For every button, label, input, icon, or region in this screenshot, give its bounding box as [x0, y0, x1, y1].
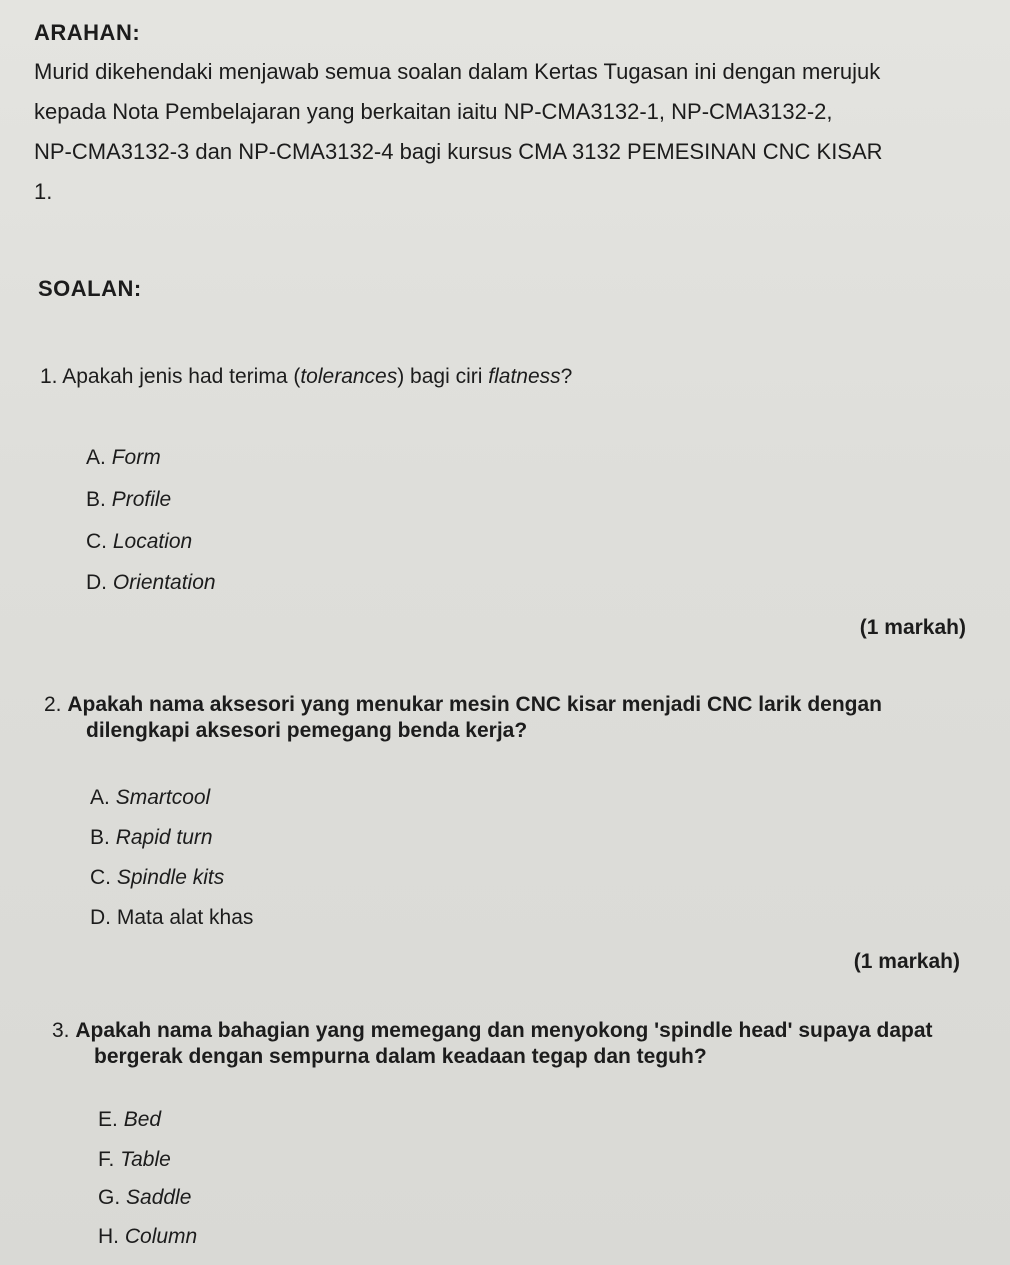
option-letter: D. — [90, 906, 111, 929]
option-text: Bed — [123, 1108, 162, 1131]
option-text: Table — [120, 1148, 171, 1171]
soalan-heading: SOALAN: — [38, 276, 142, 301]
question-3-line-1: Apakah nama bahagian yang memegang dan menyokong 'spindle head' supaya dapat — [75, 1019, 933, 1042]
q2-option-d — [90, 906, 253, 930]
question-1-text-part: ) bagi ciri — [397, 365, 489, 388]
option-letter: C. — [90, 866, 111, 889]
option-letter: H. — [98, 1225, 119, 1248]
q1-option-b — [86, 488, 171, 512]
arahan-line-4: 1. — [34, 179, 53, 204]
q1-option-d — [86, 571, 216, 595]
q2-option-c — [90, 866, 224, 890]
q1-option-c — [86, 530, 192, 554]
question-1-term-flatness: flatness — [488, 365, 561, 388]
option-text: Mata alat khas — [116, 906, 254, 929]
option-letter: A. — [86, 446, 106, 469]
arahan-line-1-text: Murid dikehendaki menjawab semua soalan dalam Kertas Tugasan ini dengan merujuk — [34, 59, 881, 84]
question-3 — [52, 1018, 933, 1070]
option-text: Profile — [111, 488, 172, 511]
option-text: Saddle — [126, 1186, 192, 1209]
arahan-line-3: NP-CMA3132-3 dan NP-CMA3132-4 bagi kursus CMA 3132 PEMESINAN CNC KISAR — [34, 139, 883, 164]
q1-option-a — [86, 446, 161, 470]
question-1-number: 1. — [40, 365, 58, 388]
option-text: Form — [111, 446, 161, 469]
option-letter: A. — [90, 786, 110, 809]
q2-option-b — [90, 826, 213, 850]
question-1-term-tolerances: tolerances — [300, 365, 398, 388]
q3-option-h — [98, 1225, 197, 1249]
option-text: Rapid turn — [115, 826, 213, 849]
question-2-number: 2. — [44, 693, 62, 716]
question-1-text-part: Apakah jenis had terima ( — [62, 365, 301, 388]
question-2 — [44, 692, 882, 744]
arahan-line-2: kepada Nota Pembelajaran yang berkaitan iaitu NP-CMA3132-1, NP-CMA3132-2, — [34, 99, 833, 124]
q2-marks: (1 markah) — [853, 950, 960, 973]
arahan-line-1 — [34, 52, 984, 92]
q3-option-e — [98, 1108, 161, 1132]
question-1-text-part: ? — [560, 365, 573, 388]
arahan-heading: ARAHAN: — [34, 20, 141, 45]
q3-option-g — [98, 1186, 191, 1210]
question-1-text — [62, 365, 572, 388]
question-2-line-1: Apakah nama aksesori yang menukar mesin CNC kisar menjadi CNC larik dengan — [67, 693, 882, 716]
option-letter: F. — [98, 1148, 115, 1171]
option-letter: E. — [98, 1108, 118, 1131]
question-2-line-2: dilengkapi aksesori pemegang benda kerja? — [86, 719, 528, 742]
question-1 — [40, 364, 572, 390]
option-letter: B. — [86, 488, 106, 511]
option-text: Column — [124, 1225, 198, 1248]
option-text: Orientation — [112, 571, 216, 594]
q2-option-a — [90, 786, 210, 810]
option-text: Spindle kits — [116, 866, 225, 889]
q3-option-f — [98, 1148, 171, 1172]
option-letter: C. — [86, 530, 107, 553]
option-letter: G. — [98, 1186, 121, 1209]
option-letter: B. — [90, 826, 110, 849]
question-3-number: 3. — [52, 1019, 70, 1042]
arahan-paragraph — [34, 52, 984, 212]
option-letter: D. — [86, 571, 107, 594]
question-3-line-2: bergerak dengan sempurna dalam keadaan tegap dan teguh? — [94, 1045, 707, 1068]
option-text: Smartcool — [115, 786, 211, 809]
q1-marks: (1 markah) — [859, 616, 966, 639]
option-text: Location — [112, 530, 193, 553]
